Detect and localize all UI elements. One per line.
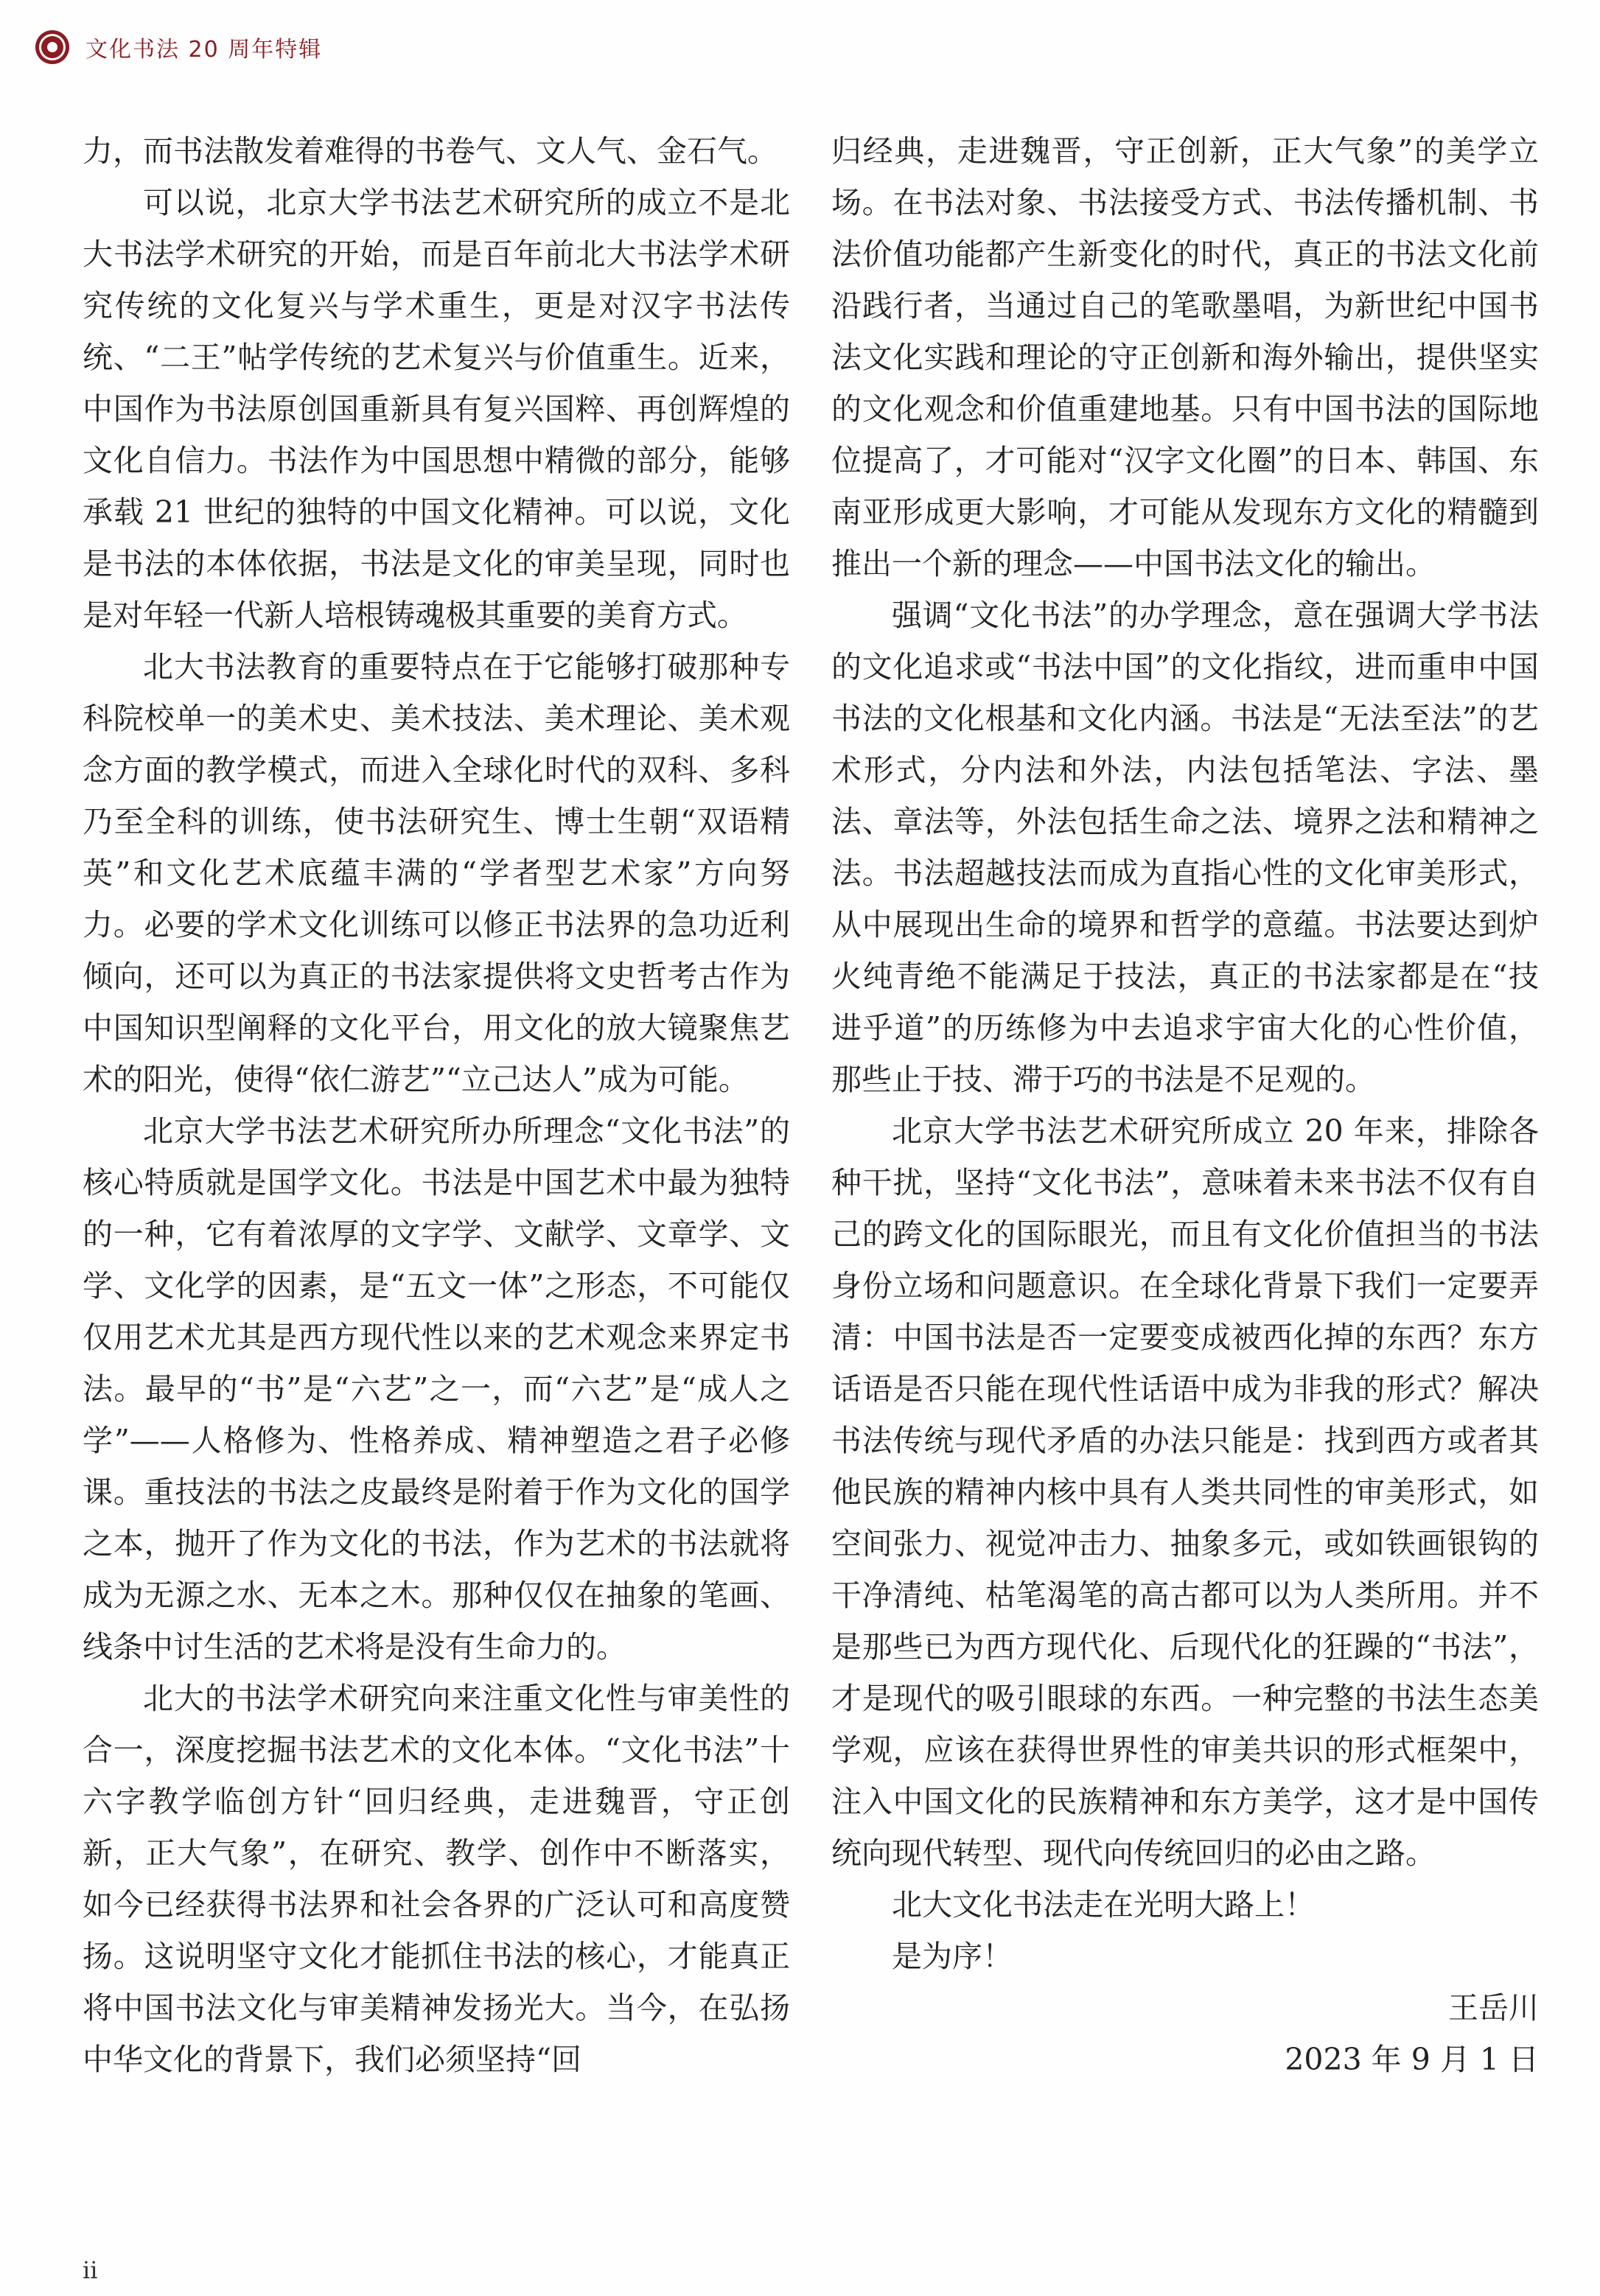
page-number: ii (83, 2256, 98, 2284)
paragraph: 北京大学书法艺术研究所办所理念“文化书法”的核心特质就是国学文化。书法是中国艺术中最为独特的一种，它有着浓厚的文字学、文献学、文章学、文学、文化学的因素，是“五文一体”之形态，不可能仅仅用艺术尤其是西方现代性以来的艺术观念来界定书法。最早的“书”是“六艺”之一，而“六艺”是“成人之学”——人格修为、性格养成、精神塑造之君子必修课。重技法的书法之皮最终是附着于作为文化的国学之本，抛开了作为文化的书法，作为艺术的书法就将成为无源之水、无本之木。那种仅仅在抽象的笔画、线条中讨生活的艺术将是没有生命力的。 (83, 1113, 790, 1665)
author-signature: 王岳川 (1448, 1990, 1539, 2026)
closing-line: 是为序！ (892, 1939, 1013, 1974)
left-column (83, 125, 790, 2085)
paragraph: 归经典，走进魏晋，守正创新，正大气象”的美学立场。在书法对象、书法接受方式、书法传播机制、书法价值功能都产生新变化的时代，真正的书法文化前沿践行者，当通过自己的笔歌墨唱，为新世纪中国书法文化实践和理论的守正创新和海外输出，提供坚实的文化观念和价值重建地基。只有中国书法的国际地位提高了，才可能对“汉字文化圈”的日本、韩国、东南亚形成更大影响，才可能从发现东方文化的精髓到推出一个新的理念——中国书法文化的输出。 (831, 133, 1539, 581)
paragraph: 强调“文化书法”的办学理念，意在强调大学书法的文化追求或“书法中国”的文化指纹，进而重申中国书法的文化根基和文化内涵。书法是“无法至法”的艺术形式，分内法和外法，内法包括笔法、字法、墨法、章法等，外法包括生命之法、境界之法和精神之法。书法超越技法而成为直指心性的文化审美形式，从中展现出生命的境界和哲学的意蕴。书法要达到炉火纯青绝不能满足于技法，真正的书法家都是在“技进乎道”的历练修为中去追求宇宙大化的心性价值，那些止于技、滞于巧的书法是不足观的。 (831, 598, 1539, 1097)
signature-date: 2023 年 9 月 1 日 (1285, 2042, 1539, 2077)
closing-line: 北大文化书法走在光明大路上！ (892, 1887, 1315, 1922)
page-header (35, 25, 322, 69)
university-seal-icon (35, 30, 69, 64)
paragraph: 北大的书法学术研究向来注重文化性与审美性的合一，深度挖掘书法艺术的文化本体。“文化书法”十六字教学临创方针“回归经典，走进魏晋，守正创新，正大气象”，在研究、教学、创作中不断落实，如今已经获得书法界和社会各界的广泛认可和高度赞扬。这说明坚守文化才能抓住书法的核心，才能真正将中国书法文化与审美精神发扬光大。当今，在弘扬中华文化的背景下，我们必须坚持“回 (83, 1681, 790, 2077)
paragraph: 可以说，北京大学书法艺术研究所的成立不是北大书法学术研究的开始，而是百年前北大书法学术研究传统的文化复兴与学术重生，更是对汉字书法传统、“二王”帖学传统的艺术复兴与价值重生。近来，中国作为书法原创国重新具有复兴国粹、再创辉煌的文化自信力。书法作为中国思想中精微的部分，能够承载 21 世纪的独特的中国文化精神。可以说，文化是书法的本体依据，书法是文化的审美呈现，同时也是对年轻一代新人培根铸魂极其重要的美育方式。 (83, 185, 790, 633)
header-title: 文化书法 20 周年特辑 (85, 37, 323, 63)
right-column (831, 125, 1539, 2085)
paragraph: 北大书法教育的重要特点在于它能够打破那种专科院校单一的美术史、美术技法、美术理论、美术观念方面的教学模式，而进入全球化时代的双科、多科乃至全科的训练，使书法研究生、博士生朝“双语精英”和文化艺术底蕴丰满的“学者型艺术家”方向努力。必要的学术文化训练可以修正书法界的急功近利倾向，还可以为真正的书法家提供将文史哲考古作为中国知识型阐释的文化平台，用文化的放大镜聚焦艺术的阳光，使得“依仁游艺”“立己达人”成为可能。 (83, 649, 790, 1097)
paragraph: 北京大学书法艺术研究所成立 20 年来，排除各种干扰，坚持“文化书法”，意味着未来书法不仅有自己的跨文化的国际眼光，而且有文化价值担当的书法身份立场和问题意识。在全球化背景下我们一定要弄清：中国书法是否一定要变成被西化掉的东西？东方话语是否只能在现代性话语中成为非我的形式？解决书法传统与现代矛盾的办法只能是：找到西方或者其他民族的精神内核中具有人类共同性的审美形式，如空间张力、视觉冲击力、抽象多元，或如铁画银钩的干净清纯、枯笔渴笔的高古都可以为人类所用。并不是那些已为西方现代化、后现代化的狂躁的“书法”，才是现代的吸引眼球的东西。一种完整的书法生态美学观，应该在获得世界性的审美共识的形式框架中，注入中国文化的民族精神和东方美学，这才是中国传统向现代转型、现代向传统回归的必由之路。 (831, 1113, 1539, 1871)
paragraph: 力，而书法散发着难得的书卷气、文人气、金石气。 (83, 133, 778, 169)
